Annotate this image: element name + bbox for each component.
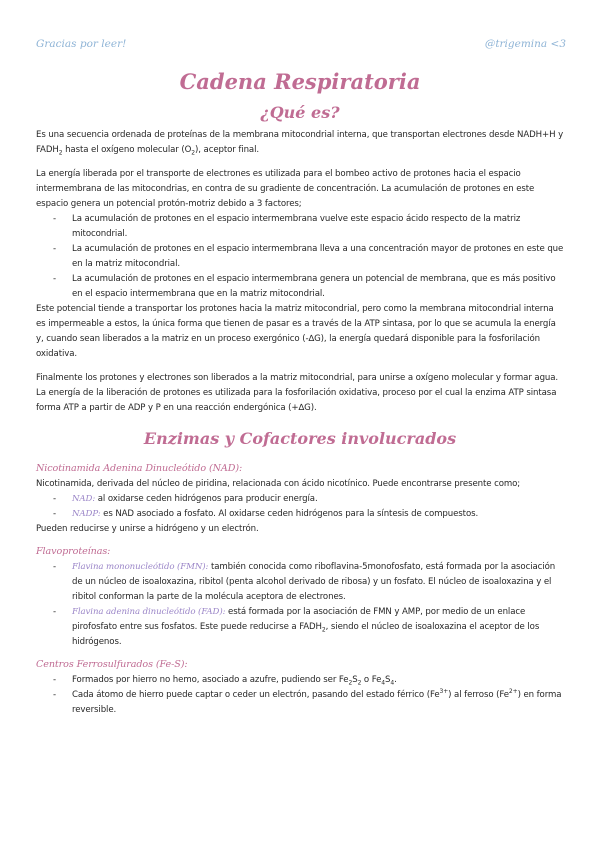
list-item: - La acumulación de protones en el espacio intermembrana genera un potencial de membrana, que es más positivo en el espacio intermembrana que en la matriz mitocondrial.: [53, 274, 556, 299]
document-body: [36, 68, 564, 718]
list-item: - La acumulación de protones en el espacio intermembrana vuelve este espacio ácido respecto de la matriz mitocondrial.: [53, 214, 521, 239]
list-item: - Formados por hierro no hemo, asociado a azufre, pudiendo ser $Fe_2S_2$ o $Fe_4S_4$.: [53, 675, 397, 687]
subheading-flavoproteinas: Flavoproteínas:: [36, 546, 111, 557]
list-item: - Cada átomo de hierro puede captar o ceder un electrón, pasando del estado férrico $(Fe^{3+})$ al ferroso $(Fe^{2+})$ en forma reversible.: [53, 688, 562, 715]
list-item: - La acumulación de protones en el espacio intermembrana lleva a una concentración mayor de protones en este que en la matriz mitocondrial.: [53, 244, 564, 269]
header-left-note: Gracias por leer!: [36, 38, 127, 50]
fes-list: [36, 673, 564, 718]
section-title-que-es: ¿Qué es?: [260, 103, 340, 122]
factor-list: [36, 212, 564, 302]
paragraph-energy: La energía liberada por el transporte de electrones es utilizada para el bombeo activo de protones hacia el espacio intermembrana de las mitocondrias, en contra de su gradiente de concentración. La acumulación de protones en este espacio genera un potencial protón-motriz debido a 3 factores;: [36, 169, 535, 209]
nad-description: Nicotinamida, derivada del núcleo de piridina, relacionada con ácido nicotínico. Puede encontrarse presente como;: [36, 479, 521, 489]
section-title-enzimas: Enzimas y Cofactores involucrados: [143, 429, 457, 448]
paragraph-definition: Es una secuencia ordenada de proteínas de la membrana mitocondrial interna, que transportan electrones desde NADH+H y $FADH_2$ hasta el oxígeno molecular $(O_2)$, aceptor final.: [36, 130, 564, 157]
header-right-handle: @trigemina <3: [484, 38, 566, 50]
list-item: - Flavina mononucleótido (FMN): también conocida como riboflavina-5monofosfato, está formada por la asociación de un núcleo de isoaloxazina, ribitol (penta alcohol derivado de ribosa) y un fosfato. El núcleo de isoaloxazina y el ribitol conforman la parte de la molécula aceptora de electrones.: [53, 562, 556, 602]
subheading-fe-s: Centros Ferrosulfurados (Fe-S):: [36, 659, 188, 670]
paragraph-final: Finalmente los protones y electrones son liberados a la matriz mitocondrial, para unirse a oxígeno molecular y formar agua. La energía de la liberación de protones es utilizada para la fosforilación oxidativa, proceso por el cual la enzima ATP sintasa forma ATP a partir de ADP y P en una reacción endergónica (+∆G).: [36, 373, 559, 413]
list-item: - NADP: es NAD asociado a fosfato. Al oxidarse ceden hidrógenos para la síntesis de compuestos.: [53, 509, 479, 519]
list-item: - NAD: al oxidarse ceden hidrógenos para producir energía.: [53, 494, 318, 504]
subheading-nad: Nicotinamida Adenina Dinucleótido (NAD):: [36, 463, 243, 474]
nad-list: [36, 492, 564, 522]
paragraph-potential: Este potencial tiende a transportar los protones hacia la matriz mitocondrial, pero como la membrana mitocondrial interna es impermeable a estos, la única forma que tienen de pasar es a través de la ATP sintasa, por lo que se acumula la energía y, cuando sean liberados a la matriz en un proceso exergónico (-∆G), la energía quedará disponible para la fosforilación oxidativa.: [36, 304, 556, 359]
list-item: - Flavina adenina dinucleótido (FAD): está formada por la asociación de FMN y AMP, por medio de un enlace pirofosfato entre sus fosfatos. Este puede reducirse a $FADH_2$, siendo el núcleo de isoaloxazina el aceptor de los hidrógenos.: [53, 607, 540, 647]
nad-note: Pueden reducirse y unirse a hidrógeno y un electrón.: [36, 524, 259, 534]
page-title: Cadena Respiratoria: [179, 69, 421, 94]
flavo-list: [36, 560, 564, 650]
